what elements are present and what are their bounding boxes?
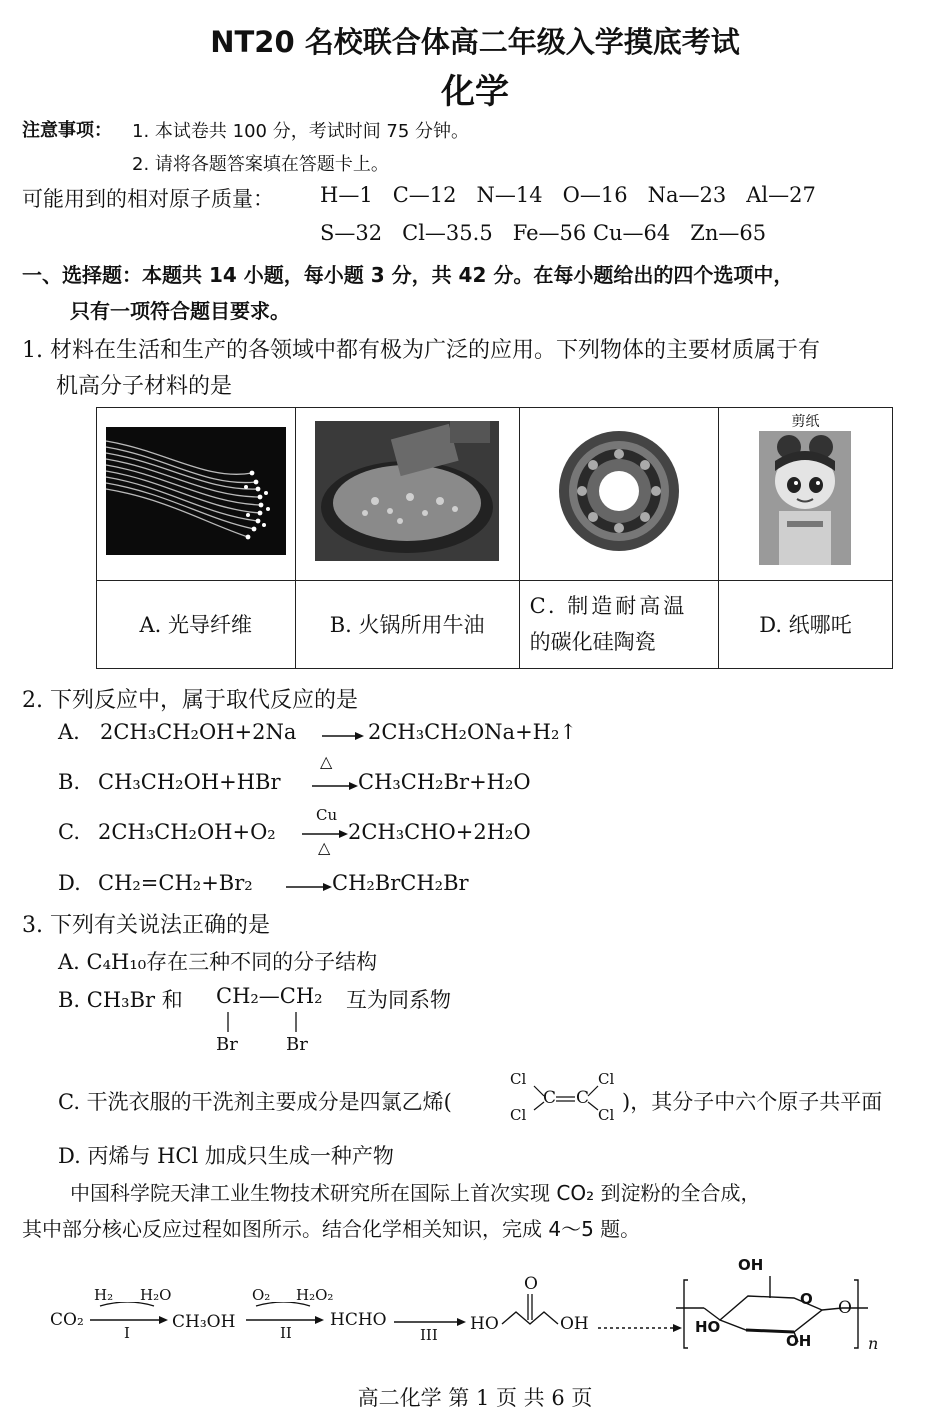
q2-option-d-left: CH₂=CH₂+Br₂: [98, 871, 253, 895]
atomic-mass-label: 可能用到的相对原子质量：: [22, 187, 274, 211]
option-a-cell: A. 光导纤维: [97, 580, 296, 668]
scheme-step-3: III: [420, 1326, 438, 1344]
note-item-1: 1. 本试卷共 100 分，考试时间 75 分钟。: [132, 121, 470, 142]
section-heading-line-2: 只有一项符合题目要求。: [70, 299, 290, 323]
q2-option-d-label: D.: [58, 871, 81, 895]
scheme-o2: O₂: [252, 1286, 271, 1304]
q3-option-d: D. 丙烯与 HCl 加成只生成一种产物: [58, 1144, 394, 1168]
fiber-optic-image-cell: [97, 408, 296, 581]
q2-option-c-label: C.: [58, 820, 80, 844]
starch-oh-bottom: OH: [786, 1332, 812, 1350]
starch-subscript-n: n: [868, 1334, 879, 1353]
q2-option-c-catalyst: Cu: [316, 806, 338, 824]
starch-ho: HO: [695, 1318, 721, 1336]
atomic-mass-row-2: S—32 Cl—35.5 Fe—56 Cu—64 Zn—65: [320, 221, 767, 245]
option-b-cell: B. 火锅所用牛油: [295, 580, 519, 668]
q2-option-b-left: CH₃CH₂OH+HBr: [98, 770, 281, 794]
tetrachloroethene-bonds: [520, 1076, 620, 1124]
q3-option-b-br-1: Br: [216, 1034, 238, 1055]
scheme-step-1: I: [124, 1324, 130, 1342]
page-footer: 高二化学 第 1 页 共 6 页: [357, 1386, 593, 1410]
nezha-papercut-image: [759, 431, 851, 565]
starch-oh-top: OH: [738, 1256, 764, 1274]
section-heading-line-1: 一、选择题：本题共 14 小题，每小题 3 分，共 42 分。在每小题给出的四个选项中，: [22, 263, 794, 287]
option-c-line-1: C. 制造耐高温: [529, 594, 688, 619]
q2-option-d-right: CH₂BrCH₂Br: [332, 871, 469, 895]
q2-stem: 2. 下列反应中，属于取代反应的是: [22, 688, 358, 713]
scheme-h2o2: H₂O₂: [296, 1286, 334, 1304]
q3-option-b-br-2: Br: [286, 1034, 308, 1055]
starch-ring-o: O: [800, 1290, 813, 1308]
scheme-oh: OH: [560, 1314, 589, 1334]
scheme-ketone-o: O: [524, 1274, 538, 1294]
scheme-h2: H₂: [94, 1286, 114, 1304]
tetrachloroethene-cl-4: Cl: [598, 1106, 615, 1124]
tetrachloroethene-cl-1: Cl: [510, 1070, 527, 1088]
q2-option-a-label: A.: [58, 720, 80, 744]
nezha-image-cell: [718, 408, 892, 581]
q3-stem: 3. 下列有关说法正确的是: [22, 913, 270, 938]
q3-option-c-suffix: )，其分子中六个原子共平面: [622, 1090, 883, 1114]
step-1-arrow-icon: [88, 1302, 172, 1332]
q1-option-table: [96, 407, 893, 669]
scheme-hcho: HCHO: [330, 1310, 387, 1330]
reaction-scheme: [30, 1258, 920, 1358]
ceramic-bearing-image: [554, 426, 684, 556]
q1-stem-line-1: 1. 材料在生活和生产的各领域中都有极为广泛的应用。下列物体的主要材质属于有: [22, 338, 820, 363]
passage-line-1: 中国科学院天津工业生物技术研究所在国际上首次实现 CO₂ 到淀粉的全合成，: [70, 1181, 761, 1205]
structure-bond-lines: [216, 1010, 316, 1034]
q2-option-c-heat: △: [318, 838, 331, 857]
scheme-ho: HO: [470, 1314, 499, 1334]
scheme-step-2: II: [280, 1324, 292, 1342]
note-item-2: 2. 请将各题答案填在答题卡上。: [132, 154, 389, 175]
option-c-line-2: 的碳化硅陶瓷: [529, 630, 656, 655]
scheme-ch3oh: CH₃OH: [172, 1312, 236, 1332]
q3-option-a: A. C₄H₁₀存在三种不同的分子结构: [58, 950, 378, 974]
reaction-arrow-icon: [284, 875, 334, 895]
q2-option-b-right: CH₃CH₂Br+H₂O: [358, 770, 531, 794]
option-c-cell: [519, 580, 718, 668]
passage-line-2: 其中部分核心反应过程如图所示。结合化学相关知识，完成 4～5 题。: [22, 1217, 641, 1241]
notes-label: 注意事项：: [22, 120, 112, 141]
scheme-h2o: H₂O: [140, 1286, 172, 1304]
q2-option-b-condition: △: [320, 752, 333, 771]
q2-option-c-left: 2CH₃CH₂OH+O₂: [98, 820, 276, 844]
scheme-co2: CO₂: [50, 1310, 84, 1330]
q1-stem-line-2: 机高分子材料的是: [56, 374, 233, 399]
tetrachloroethene-cl-3: Cl: [598, 1070, 615, 1088]
q2-option-a-left: 2CH₃CH₂OH+2Na: [100, 720, 297, 744]
subject-title: 化学: [441, 72, 509, 112]
q3-option-b-suffix: 互为同系物: [346, 988, 451, 1012]
hotpot-butter-image: [315, 421, 499, 561]
papercut-label: 剪纸: [791, 414, 820, 431]
q2-option-a-right: 2CH₃CH₂ONa+H₂↑: [368, 720, 577, 744]
q3-option-b-structure: CH₂—CH₂: [216, 984, 323, 1008]
hotpot-image-cell: [295, 408, 519, 581]
starch-link-o: O: [838, 1298, 852, 1318]
exam-title: NT20 名校联合体高二年级入学摸底考试: [210, 25, 740, 59]
q2-option-c-right: 2CH₃CHO+2H₂O: [348, 820, 531, 844]
bearing-image-cell: [519, 408, 718, 581]
reaction-arrow-icon: [320, 724, 366, 744]
q3-option-c-prefix: C. 干洗衣服的干洗剂主要成分是四氯乙烯(: [58, 1090, 452, 1114]
atomic-mass-row-1: H—1 C—12 N—14 O—16 Na—23 Al—27: [320, 183, 816, 207]
dashed-arrow-icon: [596, 1318, 686, 1338]
tetrachloroethene-c-2: C: [576, 1088, 590, 1108]
q3-option-b-prefix: B. CH₃Br 和: [58, 988, 183, 1012]
reaction-arrow-icon: [310, 774, 360, 794]
option-d-cell: D. 纸哪吒: [718, 580, 892, 668]
starch-glucose-ring: [674, 1258, 884, 1358]
tetrachloroethene-c-1: C: [543, 1088, 557, 1108]
q2-option-b-label: B.: [58, 770, 81, 794]
tetrachloroethene-cl-2: Cl: [510, 1106, 527, 1124]
fiber-optic-image: [106, 427, 286, 555]
